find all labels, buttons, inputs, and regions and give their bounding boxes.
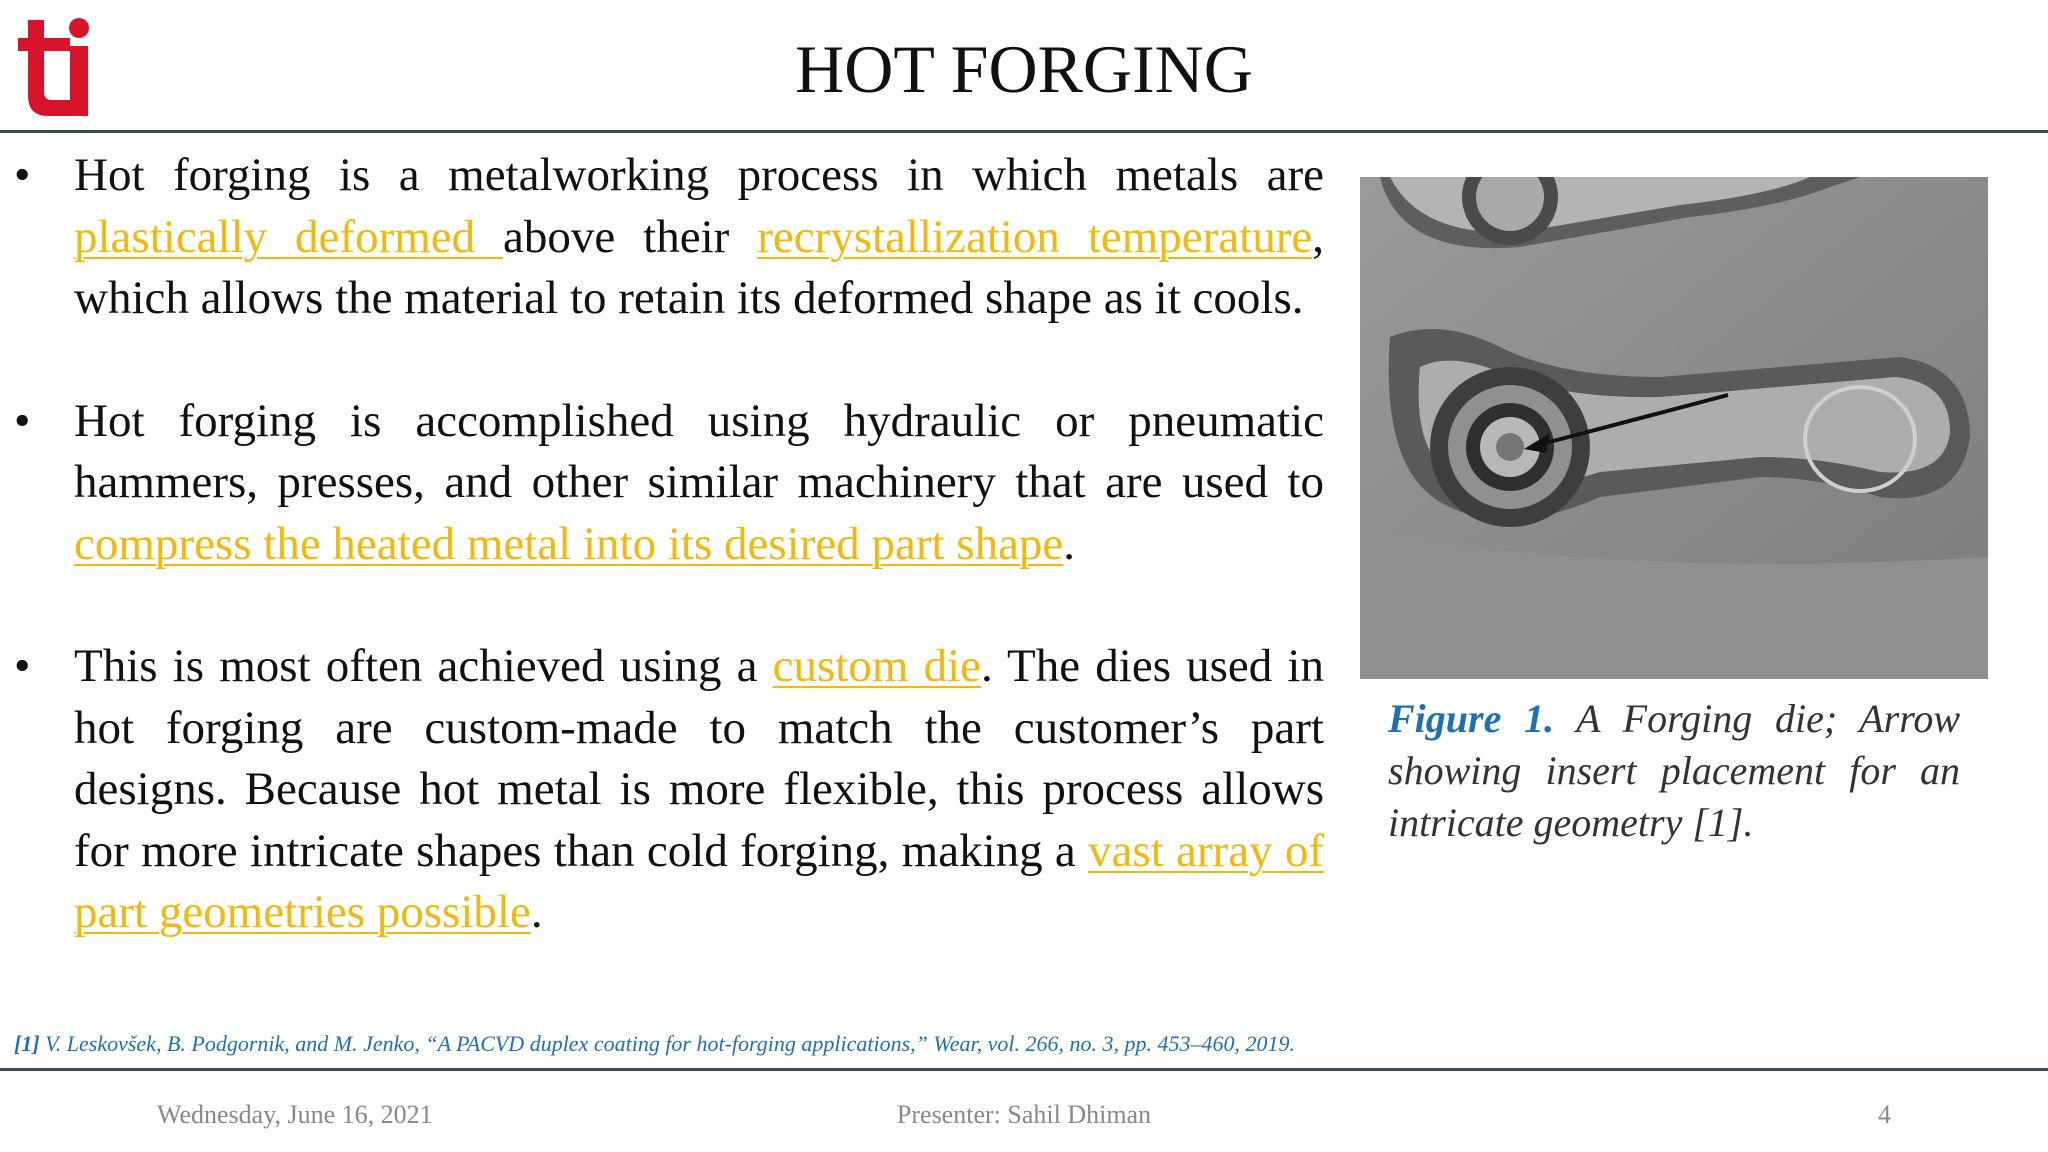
- reference-citation: [14, 1031, 1914, 1057]
- bullet-run: . The dies used in hot forging are custom-made to match the customer’s part designs. Because hot metal is more flexible, this process allows for more intricate shapes than cold forging, making a: [74, 640, 1324, 877]
- bullet-run: This is most often achieved using a: [74, 640, 773, 692]
- highlighted-term: recrystallization temperature: [757, 210, 1313, 263]
- figure-label: Figure 1.: [1388, 696, 1555, 741]
- bullet-run: , which allows the material to retain its deformed shape as it cools.: [74, 210, 1324, 324]
- bullet-run: Hot forging is accomplished using hydraulic or pneumatic hammers, presses, and other similar machinery that are used to: [74, 394, 1324, 508]
- figure-caption-text: A Forging die; Arrow showing insert placement for an intricate geometry [1].: [1388, 696, 1961, 845]
- bullet-item: [14, 391, 1324, 576]
- highlighted-term: vast array of part geometries possible: [74, 824, 1324, 938]
- bullet-marker: •: [14, 149, 31, 201]
- bullet-text: [74, 391, 1324, 576]
- figure-caption: [1388, 693, 1960, 849]
- bullet-text: [74, 636, 1324, 944]
- footer-presenter: Presenter: Sahil Dhiman: [896, 1100, 1152, 1129]
- highlighted-term: custom die: [772, 640, 981, 692]
- reference-number: [1]: [14, 1031, 40, 1056]
- bullet-run: .: [530, 886, 543, 938]
- highlighted-term: plastically deformed: [74, 210, 504, 263]
- bullet-marker: •: [14, 394, 31, 447]
- forging-die-photo: [1360, 177, 1988, 679]
- bullet-run: above their: [503, 210, 758, 263]
- bullet-run: Hot forging is a metalworking process in which metals are: [74, 149, 1324, 201]
- top-divider: [0, 130, 2048, 133]
- page-number: 4: [1878, 1100, 1891, 1129]
- bullet-text: [74, 145, 1324, 330]
- bullet-run: .: [1063, 517, 1076, 570]
- footer-date: Wednesday, June 16, 2021: [157, 1100, 433, 1129]
- slide-title: HOT FORGING: [795, 31, 1253, 107]
- reference-text: V. Leskovšek, B. Podgornik, and M. Jenko, “A PACVD duplex coating for hot-forging applications,” Wear, vol. 266, no. 3, pp. 453–460, 2019.: [39, 1031, 1295, 1056]
- bullet-item: [14, 145, 1324, 330]
- highlighted-term: compress the heated metal into its desired part shape: [74, 517, 1064, 570]
- bullet-item: [14, 636, 1324, 944]
- bullet-list: [14, 145, 1324, 944]
- bottom-divider: [0, 1068, 2048, 1071]
- bullet-marker: •: [14, 640, 31, 692]
